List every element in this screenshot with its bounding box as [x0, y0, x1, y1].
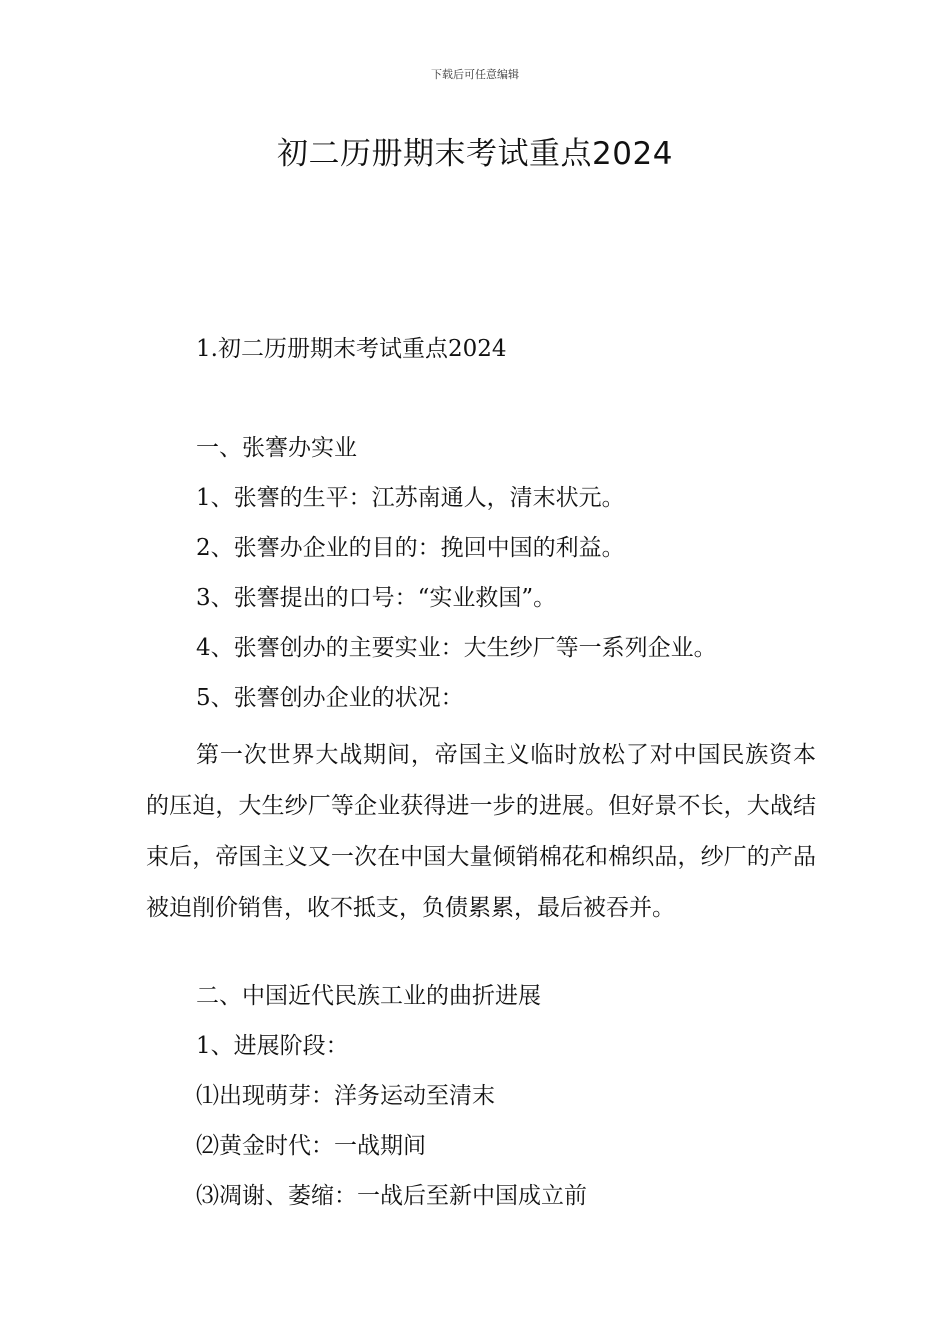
section2-stage: ⑶凋谢、萎缩：一战后至新中国成立前 — [196, 1183, 587, 1209]
section2-heading: 二、中国近代民族工业的曲折进展 — [196, 983, 541, 1009]
section1-item: 4、张謇创办的主要实业：大生纱厂等一系列企业。 — [196, 635, 717, 661]
section1-item: 2、张謇办企业的目的：挽回中国的利益。 — [196, 535, 625, 561]
section1-heading: 一、张謇办实业 — [196, 435, 357, 461]
header-note: 下载后可任意编辑 — [431, 68, 519, 81]
section1-item: 1、张謇的生平：江苏南通人，清末状元。 — [196, 485, 625, 511]
section1-paragraph: 第一次世界大战期间，帝国主义临时放松了对中国民族资本的压迫，大生纱厂等企业获得进一步的进展。但好景不长，大战结束后，帝国主义又一次在中国大量倾销棉花和棉织品，纱厂的产品被迫削价销售，收不抵支，负债累累，最后被吞并。 — [146, 742, 816, 921]
document-title: 初二历册期末考试重点2024 — [277, 136, 673, 172]
section2-stage: ⑴出现萌芽：洋务运动至清末 — [196, 1083, 495, 1109]
document-subtitle: 1.初二历册期末考试重点2024 — [196, 336, 507, 362]
section1-item: 5、张謇创办企业的状况： — [196, 685, 464, 711]
section2-subheading: 1、进展阶段： — [196, 1033, 349, 1059]
section2-stage: ⑵黄金时代：一战期间 — [196, 1133, 426, 1159]
section1-item: 3、张謇提出的口号：“实业救国”。 — [196, 585, 557, 611]
